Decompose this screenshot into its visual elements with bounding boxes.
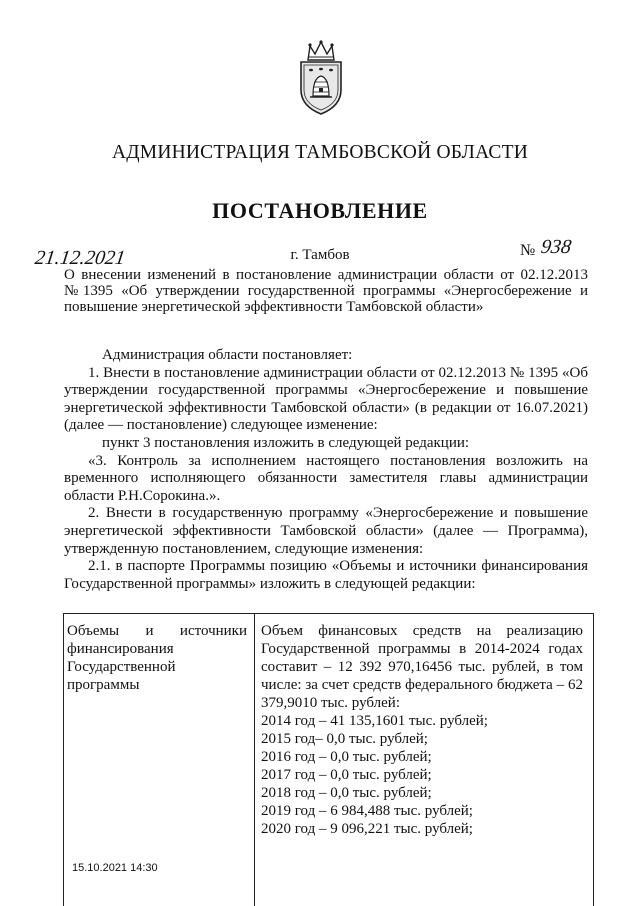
document-city: г. Тамбов [290,247,350,263]
body-paragraph: 2.1. в паспорте Программы позицию «Объемы и источники финансирования Государственной программы» изложить в следующей редакции: [64,558,588,592]
document-number-label: № [520,242,536,259]
table-row: 2014 год – 41 135,1601 тыс. рублей; [261,713,488,729]
body-paragraph: 1. Внести в постановление администрации области от 02.12.2013 № 1395 «Об утверждении государственной программы «Энергосбережение и повышение энергетической эффективности Тамбовской области» (в редакции от 16.07.2021) (далее — постановление) следующее изменение: [64,364,588,434]
table-left-cell: Объемы и источники финансирования Государственной программы [67,623,247,693]
body-paragraph: Администрация области постановляет: [102,347,353,363]
table-row: 2019 год – 6 984,488 тыс. рублей; [261,803,473,819]
organization-title: АДМИНИСТРАЦИЯ ТАМБОВСКОЙ ОБЛАСТИ [112,142,528,163]
table-row: 2018 год – 0,0 тыс. рублей; [261,785,432,801]
document-type-title: ПОСТАНОВЛЕНИЕ [212,198,428,223]
body-paragraph: пункт 3 постановления изложить в следующей редакции: [102,434,470,451]
document-date: 21.12.2021 [33,247,127,269]
document-subject: О внесении изменений в постановление администрации области от 02.12.2013 №1395 «Об утверждении государственной программы «Энергосбережение и повышение энергетической эффективности Тамбовской области» [64,267,588,315]
table-right-cell [261,622,583,838]
table-row: 2020 год – 9 096,221 тыс. рублей; [261,821,473,837]
table-row: 2017 год – 0,0 тыс. рублей; [261,767,432,783]
table-row: 2016 год – 0,0 тыс. рублей; [261,749,432,765]
print-timestamp: 15.10.2021 14:30 [72,862,158,874]
body-paragraph: «3. Контроль за исполнением настоящего постановления возложить на временного исполняющего обязанности заместителя главы администрации области Р.Н.Сорокина.». [64,452,588,504]
document-number: 938 [539,236,573,258]
table-right-intro: Объем финансовых средств на реализацию Государственной программы в 2014-2024 годах составит – 12 392 970,16456 тыс. рублей, в том числе: за счет средств федерального бюджета – 62 379,9010 тыс. рублей: [261,623,583,711]
table-column-divider [254,614,255,906]
table-row: 2015 год– 0,0 тыс. рублей; [261,731,428,747]
body-paragraph: 2. Внести в государственную программу «Энергосбережение и повышение энергетической эффективности Тамбовской области» (далее — Программа), утвержденную постановлением, следующие изменения: [64,505,588,557]
document-body [64,347,588,593]
coat-of-arms-icon [296,40,346,116]
